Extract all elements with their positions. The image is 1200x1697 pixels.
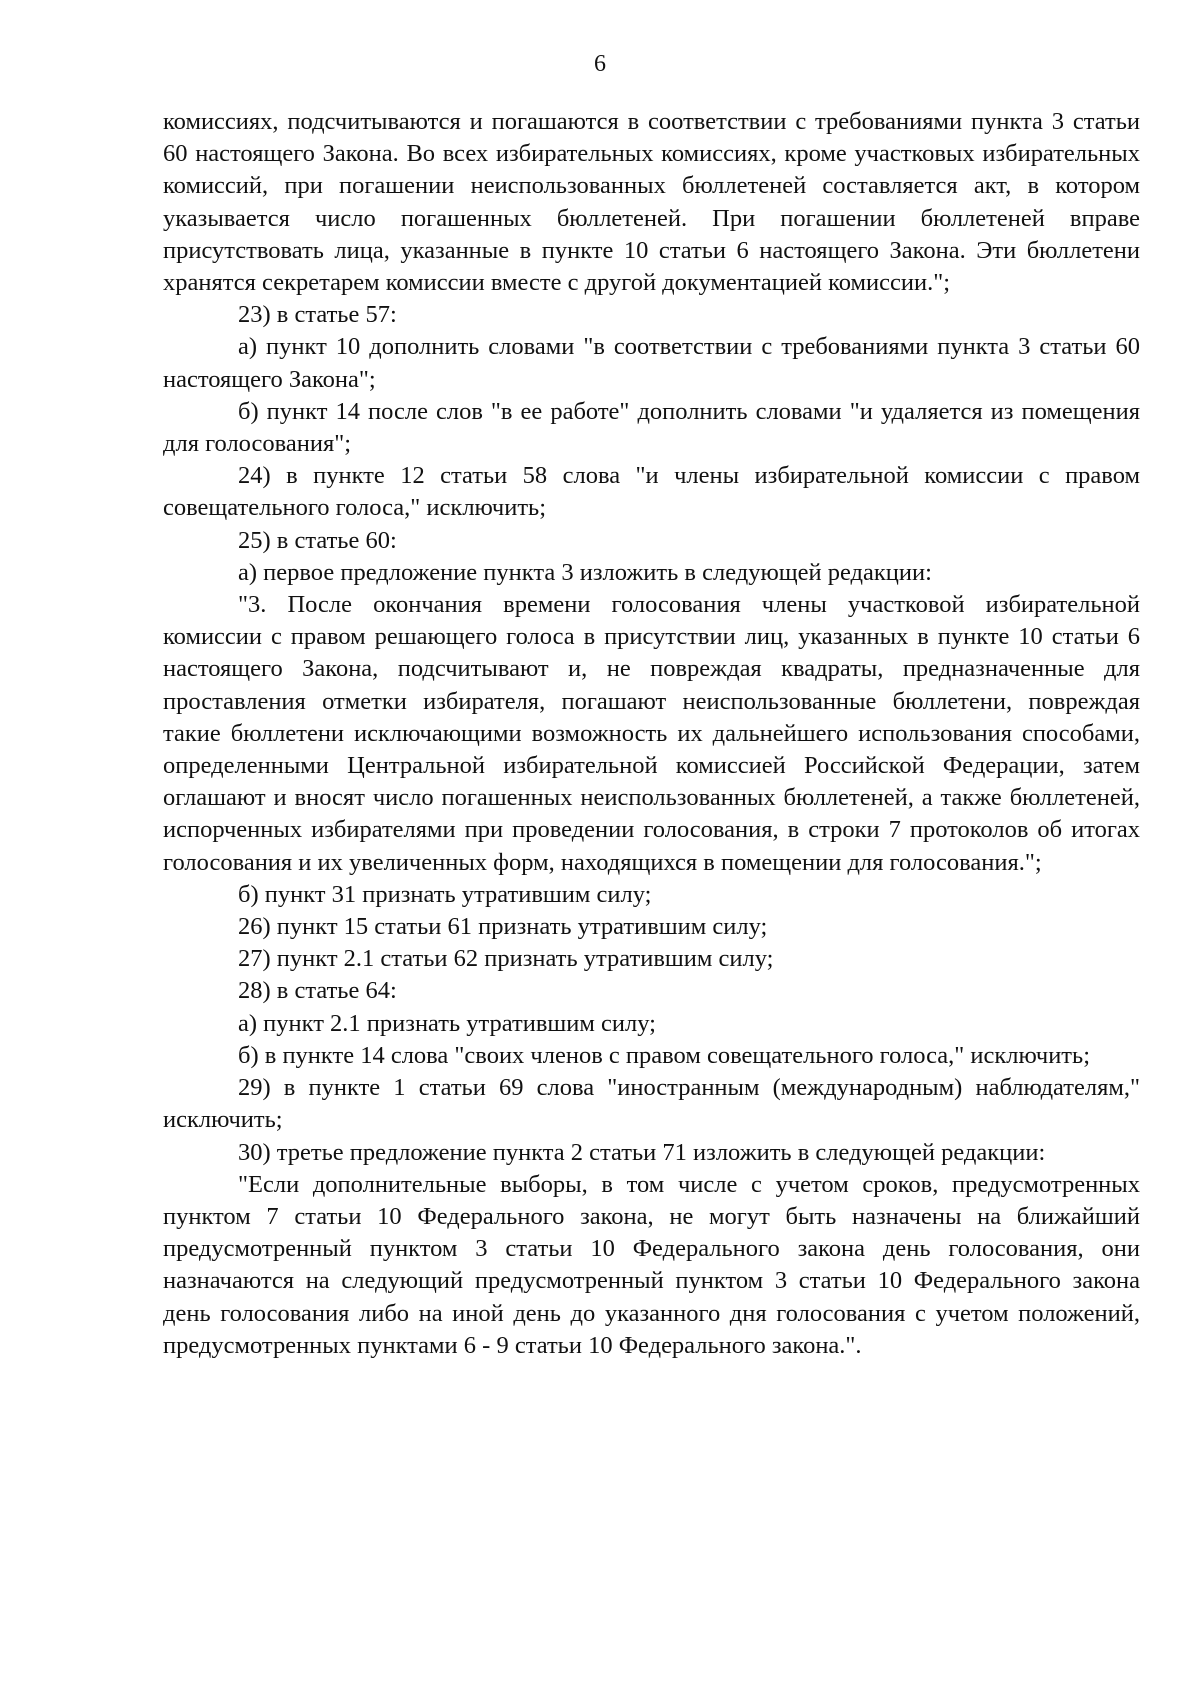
page-number: 6 <box>594 51 606 77</box>
paragraph-item-25: 25) в статье 60: <box>238 526 397 554</box>
paragraph-item-27: 27) пункт 2.1 статьи 62 признать утратившим силу; <box>238 945 774 973</box>
paragraph-quote-point-2: "Если дополнительные выборы, в том числе с учетом сроков, предусмотренных пунктом 7 статьи 10 Федерального закона, не могут быть назначены на ближайший предусмотренный пунктом 3 статьи 10 Федерального закона день голосования, они назначаются на следующий предусмотренный пунктом 3 статьи 10 Федерального закона день голосования либо на иной день до указанного дня голосования с учетом положений, предусмотренных пунктами 6 - 9 статьи 10 Федерального закона.". <box>163 1170 1140 1359</box>
paragraph-item-26: 26) пункт 15 статьи 61 признать утратившим силу; <box>238 913 768 941</box>
paragraph-item-28: 28) в статье 64: <box>238 977 397 1005</box>
paragraph-item-25a: а) первое предложение пункта 3 изложить в следующей редакции: <box>238 558 932 586</box>
paragraph-item-28b: б) в пункте 14 слова "своих членов с правом совещательного голоса," исключить; <box>238 1041 1090 1069</box>
paragraph-quote-point-3: "3. После окончания времени голосования члены участковой избирательной комиссии с правом решающего голоса в присутствии лиц, указанных в пункте 10 статьи 6 настоящего Закона, подсчитывают и, не повреждая квадраты, предназначенные для проставления отметки избирателя, погашают неиспользованные бюллетени, повреждая такие бюллетени исключающими возможность их дальнейшего использования способами, определенными Центральной избирательной комиссией Российской Федерации, затем оглашают и вносят число погашенных неиспользованных бюллетеней, а также бюллетеней, испорченных избирателями при проведении голосования, в строки 7 протоколов об итогах голосования и их увеличенных форм, находящихся в помещении для голосования."; <box>163 591 1140 876</box>
document-body <box>163 106 1140 1362</box>
paragraph-continuation: комиссиях, подсчитываются и погашаются в соответствии с требованиями пункта 3 статьи 60 настоящего Закона. Во всех избирательных комиссиях, кроме участковых избирательных комиссий, при погашении неиспользованных бюллетеней составляется акт, в котором указывается число погашенных бюллетеней. При погашении бюллетеней вправе присутствовать лица, указанные в пункте 10 статьи 6 настоящего Закона. Эти бюллетени хранятся секретарем комиссии вместе с другой документацией комиссии."; <box>163 108 1140 297</box>
paragraph-item-23a: а) пункт 10 дополнить словами "в соответствии с требованиями пункта 3 статьи 60 настоящего Закона"; <box>163 333 1140 393</box>
paragraph-item-29: 29) в пункте 1 статьи 69 слова "иностранным (международным) наблюдателям," исключить; <box>163 1074 1140 1134</box>
paragraph-item-23b: б) пункт 14 после слов "в ее работе" дополнить словами "и удаляется из помещения для голосования"; <box>163 397 1140 458</box>
paragraph-item-30: 30) третье предложение пункта 2 статьи 71 изложить в следующей редакции: <box>238 1138 1046 1166</box>
paragraph-item-28a: а) пункт 2.1 признать утратившим силу; <box>238 1009 656 1037</box>
paragraph-item-25b: б) пункт 31 признать утратившим силу; <box>238 880 652 908</box>
paragraph-item-24: 24) в пункте 12 статьи 58 слова "и члены избирательной комиссии с правом совещательного голоса," исключить; <box>163 462 1140 522</box>
paragraph-item-23: 23) в статье 57: <box>238 301 397 329</box>
